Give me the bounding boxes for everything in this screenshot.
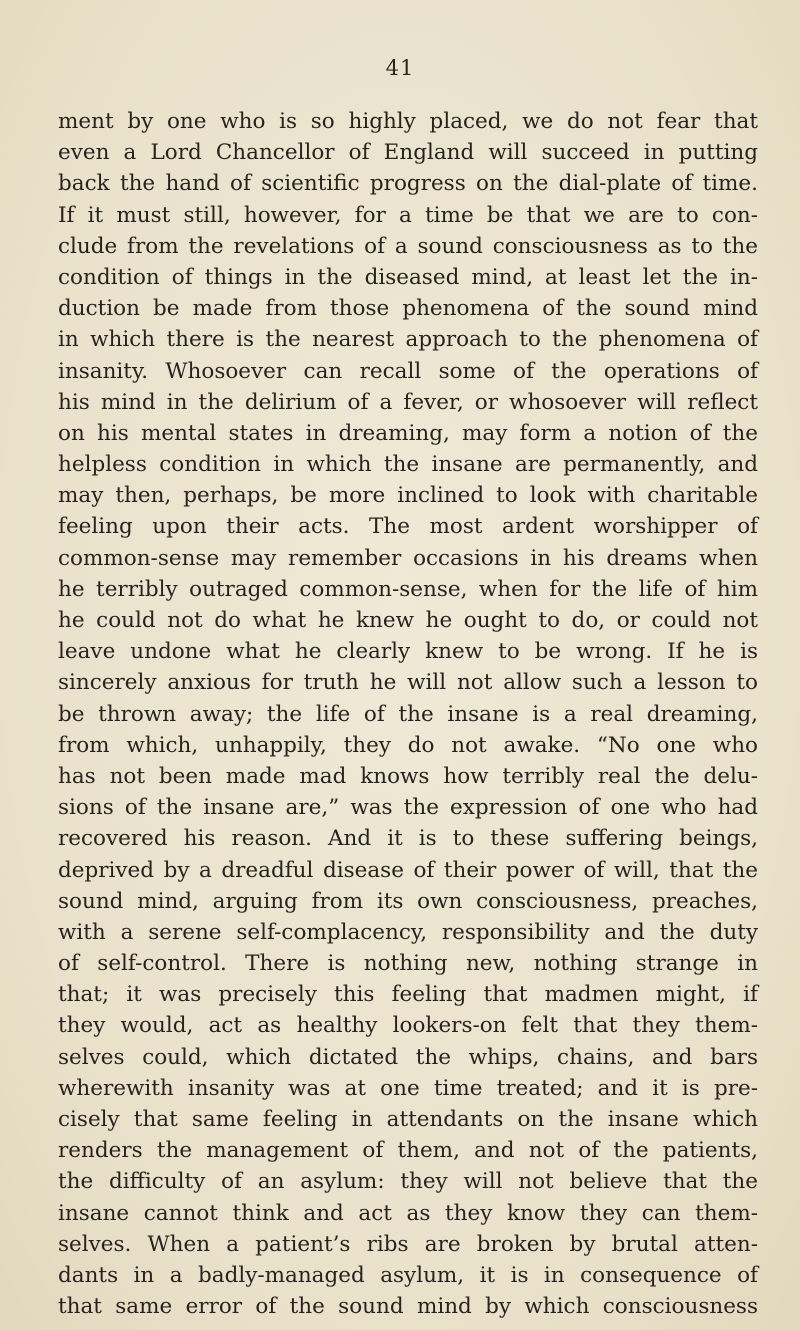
text-line: wherewith insanity was at one time treated; and it is pre- <box>58 1075 758 1101</box>
text-line: he terribly outraged common-sense, when for the life of him <box>58 576 758 602</box>
body-text <box>58 106 758 1322</box>
text-line: he could not do what he knew he ought to do, or could not <box>58 608 758 633</box>
text-line: from which, unhappily, they do not awake. “No one who <box>58 732 758 758</box>
text-line: common-sense may remember occasions in his dreams when <box>58 545 758 571</box>
text-line: dants in a badly-managed asylum, it is in consequence of <box>58 1262 758 1288</box>
text-line: his mind in the delirium of a fever, or whosoever will reflect <box>58 389 758 415</box>
text-line: the difficulty of an asylum: they will not believe that the <box>58 1169 758 1195</box>
text-line: insane cannot think and act as they know they can them- <box>58 1200 758 1226</box>
text-line: If it must still, however, for a time be that we are to con- <box>58 202 758 228</box>
text-line: that; it was precisely this feeling that madmen might, if <box>58 982 758 1008</box>
text-line: duction be made from those phenomena of the sound mind <box>58 296 758 322</box>
text-line: sions of the insane are,” was the expression of one who had <box>58 795 758 821</box>
text-line: sound mind, arguing from its own consciousness, preaches, <box>58 888 758 914</box>
text-line: insanity. Whosoever can recall some of the operations of <box>58 358 758 384</box>
text-line: cisely that same feeling in attendants on the insane which <box>58 1107 758 1132</box>
text-line: clude from the revelations of a sound consciousness as to the <box>58 233 758 259</box>
text-line: has not been made mad knows how terribly real the delu- <box>58 763 758 789</box>
text-line: of self-control. There is nothing new, nothing strange in <box>58 951 758 977</box>
text-line: in which there is the nearest approach to the phenomena of <box>58 327 758 353</box>
text-line: with a serene self-complacency, responsibility and the duty <box>58 919 758 945</box>
page-number: 41 <box>385 56 415 80</box>
text-line: sincerely anxious for truth he will not allow such a lesson to <box>58 670 758 696</box>
text-line: be thrown away; the life of the insane is a real dreaming, <box>58 701 758 727</box>
text-line: they would, act as healthy lookers-on felt that they them- <box>58 1013 758 1039</box>
text-line: that same error of the sound mind by which consciousness <box>58 1294 758 1320</box>
text-line: ment by one who is so highly placed, we do not fear that <box>58 109 758 134</box>
text-line: deprived by a dreadful disease of their power of will, that the <box>58 857 758 883</box>
text-line: may then, perhaps, be more inclined to look with charitable <box>58 483 758 509</box>
text-line: condition of things in the diseased mind, at least let the in- <box>58 264 758 290</box>
text-line: even a Lord Chancellor of England will succeed in putting <box>58 140 758 166</box>
text-line: on his mental states in dreaming, may form a notion of the <box>58 420 758 446</box>
text-line: feeling upon their acts. The most ardent worshipper of <box>58 514 758 540</box>
text-line: helpless condition in which the insane are permanently, and <box>58 452 758 478</box>
text-line: back the hand of scientific progress on the dial-plate of time. <box>58 171 758 197</box>
text-line: renders the management of them, and not of the patients, <box>58 1138 758 1164</box>
text-line: selves could, which dictated the whips, chains, and bars <box>58 1044 758 1070</box>
text-line: selves. When a patient’s ribs are broken by brutal atten- <box>58 1231 758 1257</box>
text-line: leave undone what he clearly knew to be wrong. If he is <box>58 639 758 665</box>
text-line: recovered his reason. And it is to these suffering beings, <box>58 826 758 852</box>
